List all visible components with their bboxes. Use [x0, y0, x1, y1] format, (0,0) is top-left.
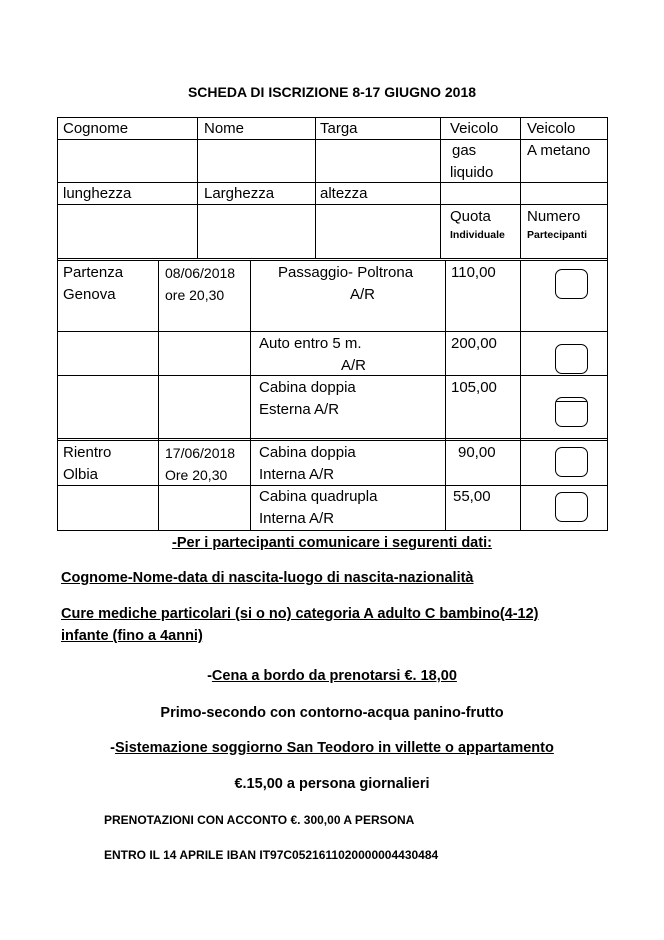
price-row-4: 90,00	[458, 444, 496, 461]
header-numero: Numero Partecipanti	[527, 208, 588, 241]
larghezza-field[interactable]	[198, 205, 315, 258]
quantity-checkbox-row-3[interactable]	[555, 397, 588, 427]
quantity-checkbox-row-1[interactable]	[555, 269, 588, 299]
nome-field[interactable]	[198, 140, 315, 182]
leg-departure: Partenza Genova	[63, 264, 124, 303]
header-lunghezza: lunghezza	[63, 185, 132, 202]
price-row-3: 105,00	[451, 379, 497, 396]
note-accommodation-price: €.15,00 a persona giornalieri	[234, 776, 430, 792]
return-date: 17/06/2018 Ore 20,30	[165, 445, 236, 483]
quantity-checkbox-row-4[interactable]	[555, 447, 588, 477]
note-booking-deposit: PRENOTAZIONI CON ACCONTO €. 300,00 A PERSONA	[104, 813, 415, 827]
price-row-2: 200,00	[451, 335, 497, 352]
price-row-1: 110,00	[451, 264, 496, 281]
header-cognome: Cognome	[63, 120, 129, 137]
header-targa: Targa	[320, 120, 358, 137]
leg-return: Rientro Olbia	[63, 444, 112, 483]
header-altezza: altezza	[320, 185, 368, 202]
targa-field[interactable]	[316, 140, 440, 182]
departure-date: 08/06/2018 ore 20,30	[165, 265, 236, 303]
note-deadline-iban: ENTRO IL 14 APRILE IBAN IT97C0521611020000004430484	[104, 848, 439, 862]
header-veicolo-metano: Veicolo A metano	[527, 120, 591, 159]
note-accommodation: -Sistemazione soggiorno San Teodoro in villette o appartamento	[110, 740, 554, 756]
service-row-2: Auto entro 5 m. A/R	[259, 335, 367, 374]
header-nome: Nome	[204, 120, 245, 137]
note-participants-data: -Per i partecipanti comunicare i segurenti dati:	[172, 535, 492, 551]
altezza-field[interactable]	[316, 205, 440, 258]
note-dinner: -Cena a bordo da prenotarsi €. 18,00	[207, 668, 457, 684]
quantity-checkbox-row-5[interactable]	[555, 492, 588, 522]
service-row-4: Cabina doppia Interna A/R	[259, 444, 356, 483]
header-quota: Quota Individuale	[450, 208, 505, 241]
quantity-checkbox-row-2[interactable]	[555, 344, 588, 374]
service-row-5: Cabina quadrupla Interna A/R	[259, 488, 378, 527]
note-required-fields: Cognome-Nome-data di nascita-luogo di nascita-nazionalità	[61, 570, 474, 586]
note-medical-line-1: Cure mediche particolari (si o no) categoria A adulto C bambino(4-12)	[61, 606, 539, 622]
note-medical-line-2: infante (fino a 4anni)	[61, 628, 203, 644]
note-menu: Primo-secondo con contorno-acqua panino-frutto	[160, 705, 504, 721]
page-title: SCHEDA DI ISCRIZIONE 8-17 GIUGNO 2018	[187, 84, 477, 100]
service-row-1: Passaggio- Poltrona A/R	[278, 264, 414, 303]
service-row-3: Cabina doppia Esterna A/R	[259, 379, 356, 418]
header-larghezza: Larghezza	[204, 185, 275, 202]
lunghezza-field[interactable]	[57, 205, 197, 258]
cognome-field[interactable]	[57, 140, 197, 182]
price-row-5: 55,00	[453, 488, 491, 505]
header-veicolo-gas: Veicolo gas liquido	[450, 120, 499, 181]
